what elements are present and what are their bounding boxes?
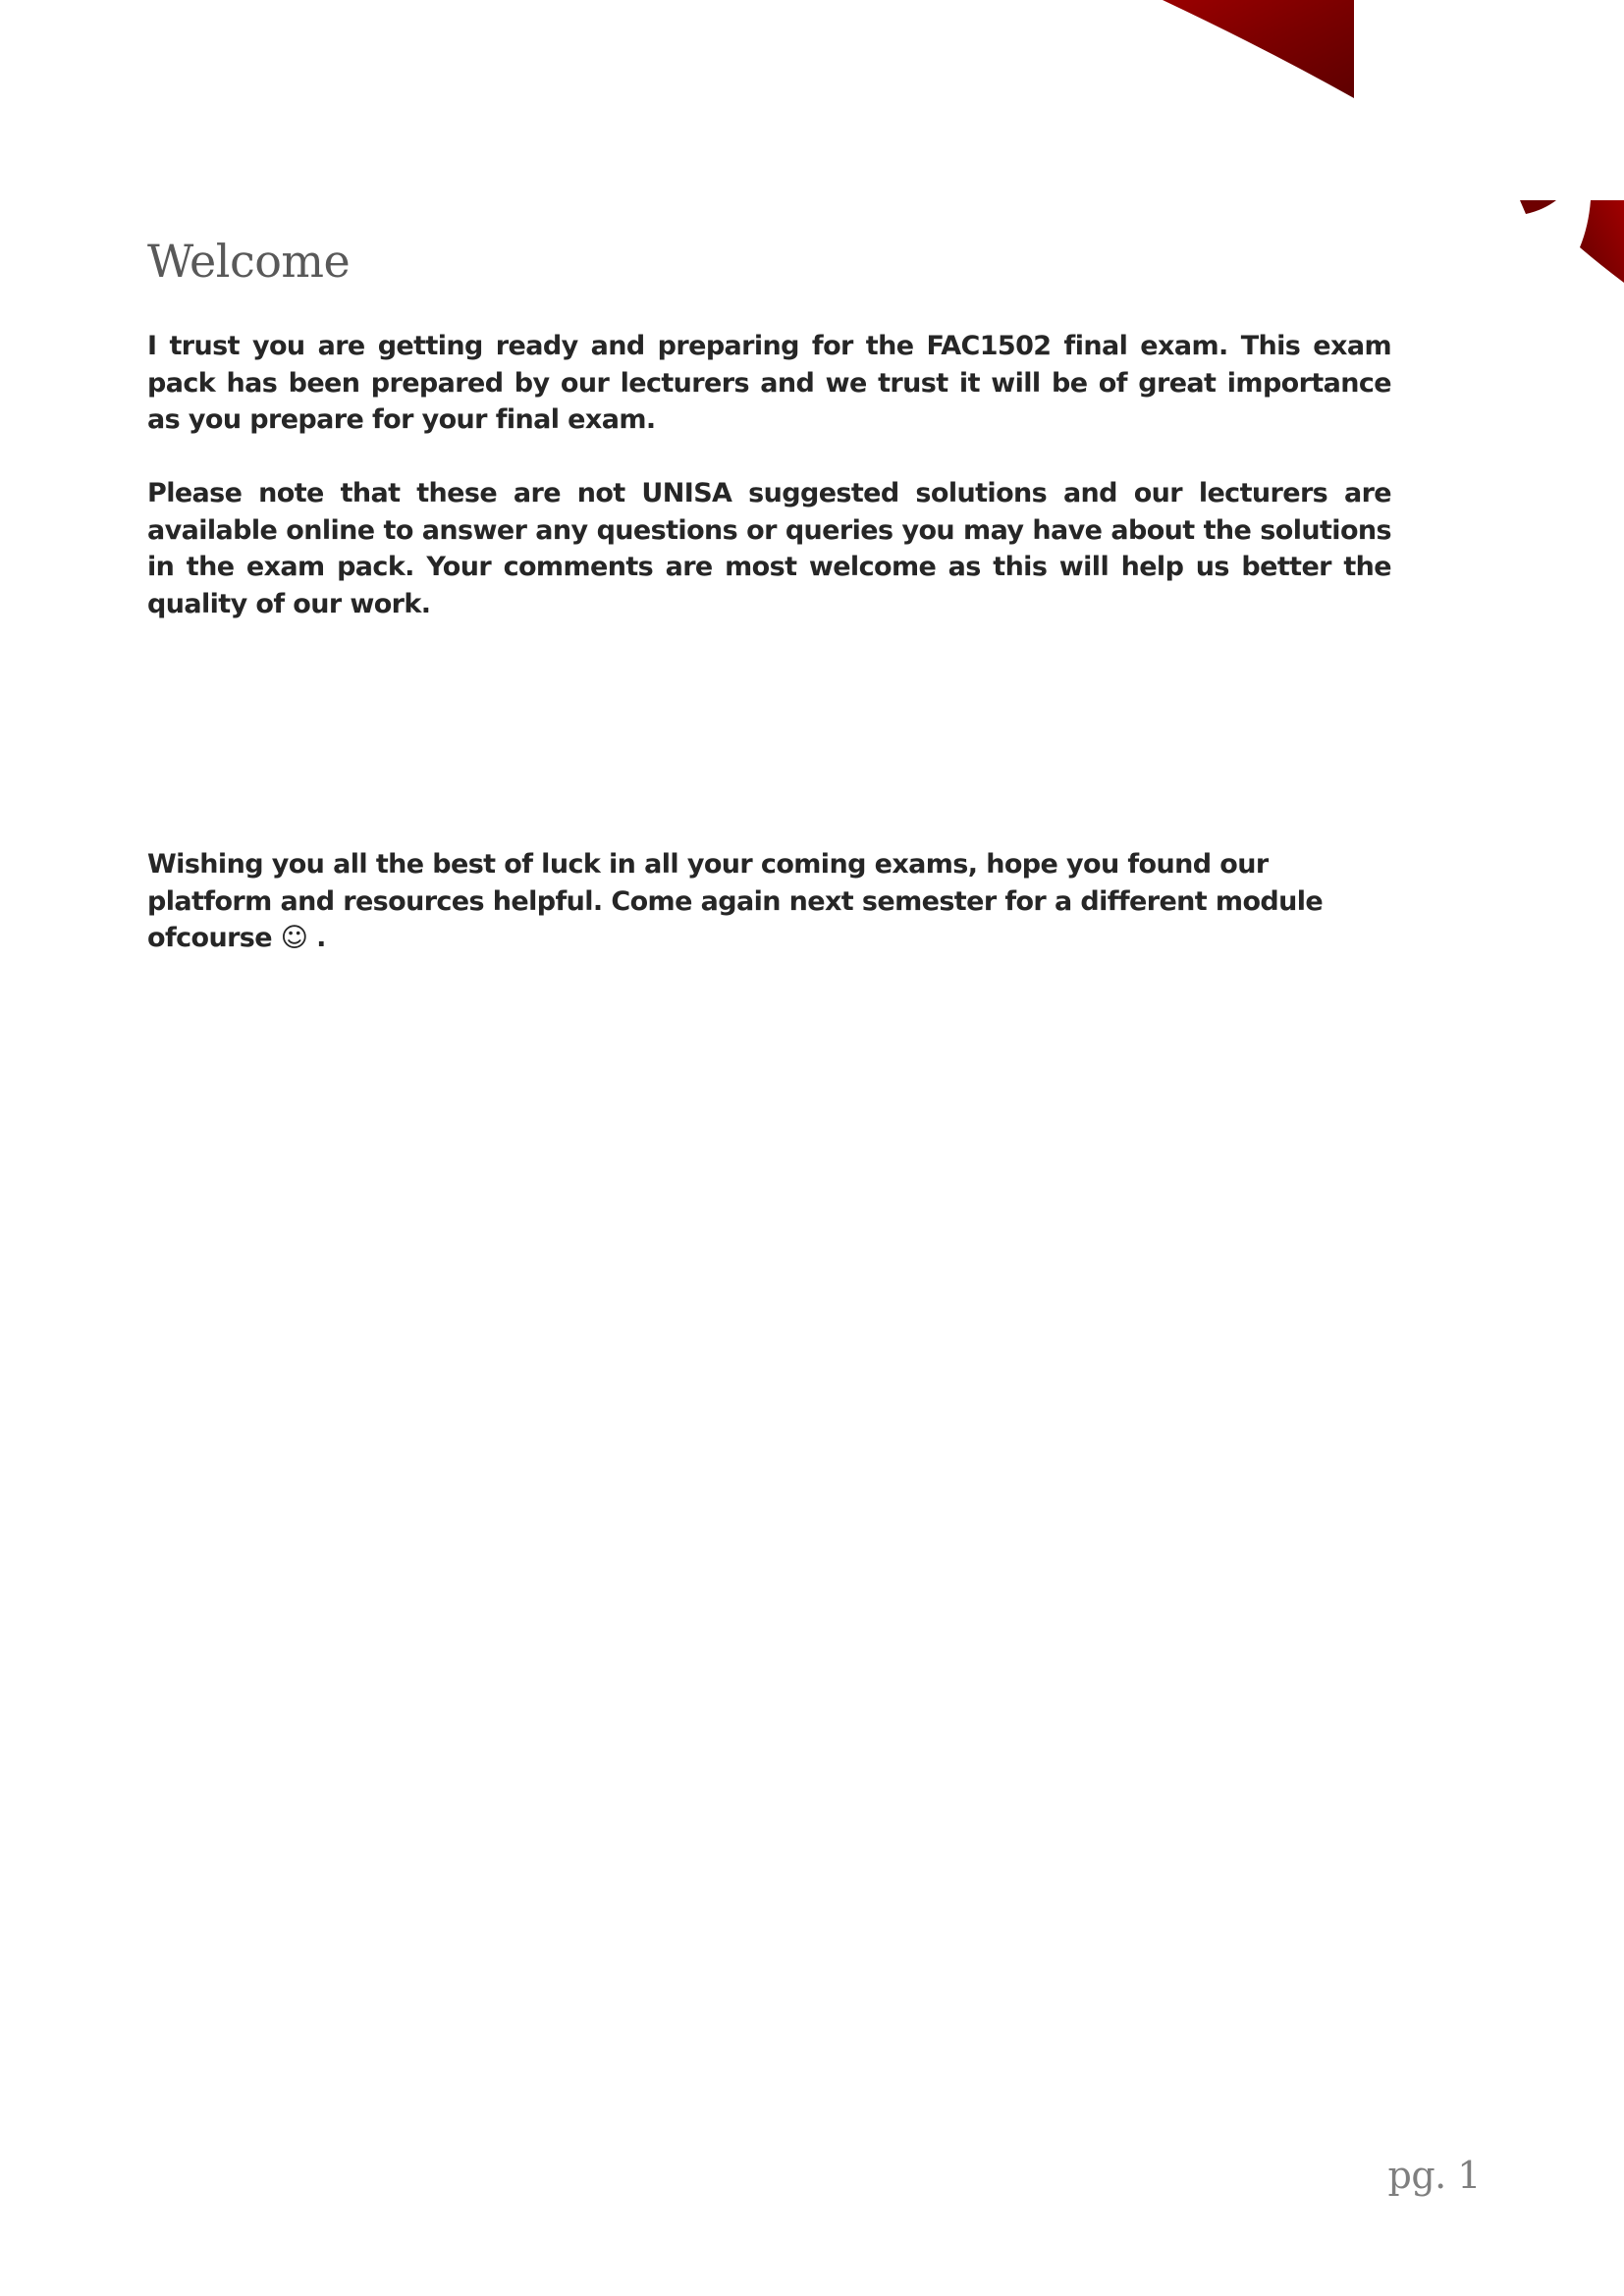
disclaimer-paragraph: Please note that these are not UNISA suggested solutions and our lecturers are available online to answer any questions or queries you may have about the solutions in the exam pack. Your comments are most welcome as this will help us better the quality of our work. xyxy=(147,478,1391,619)
swoosh-right-shape xyxy=(1580,200,1624,283)
page-number: pg. 1 xyxy=(1387,2154,1481,2197)
page-title: Welcome xyxy=(147,235,351,288)
closing-paragraph: Wishing you all the best of luck in all your coming exams, hope you found our platform and resources helpful. Come again next semester for a different module ofcourse ☺ . xyxy=(147,849,1324,953)
swoosh-top-shape xyxy=(1163,0,1354,98)
swoosh-small-triangle xyxy=(1520,200,1556,214)
intro-paragraph: I trust you are getting ready and preparing for the FAC1502 final exam. This exam pack has been prepared by our lecturers and we trust it will be of great importance as you prepare for your final exam. xyxy=(147,331,1391,435)
